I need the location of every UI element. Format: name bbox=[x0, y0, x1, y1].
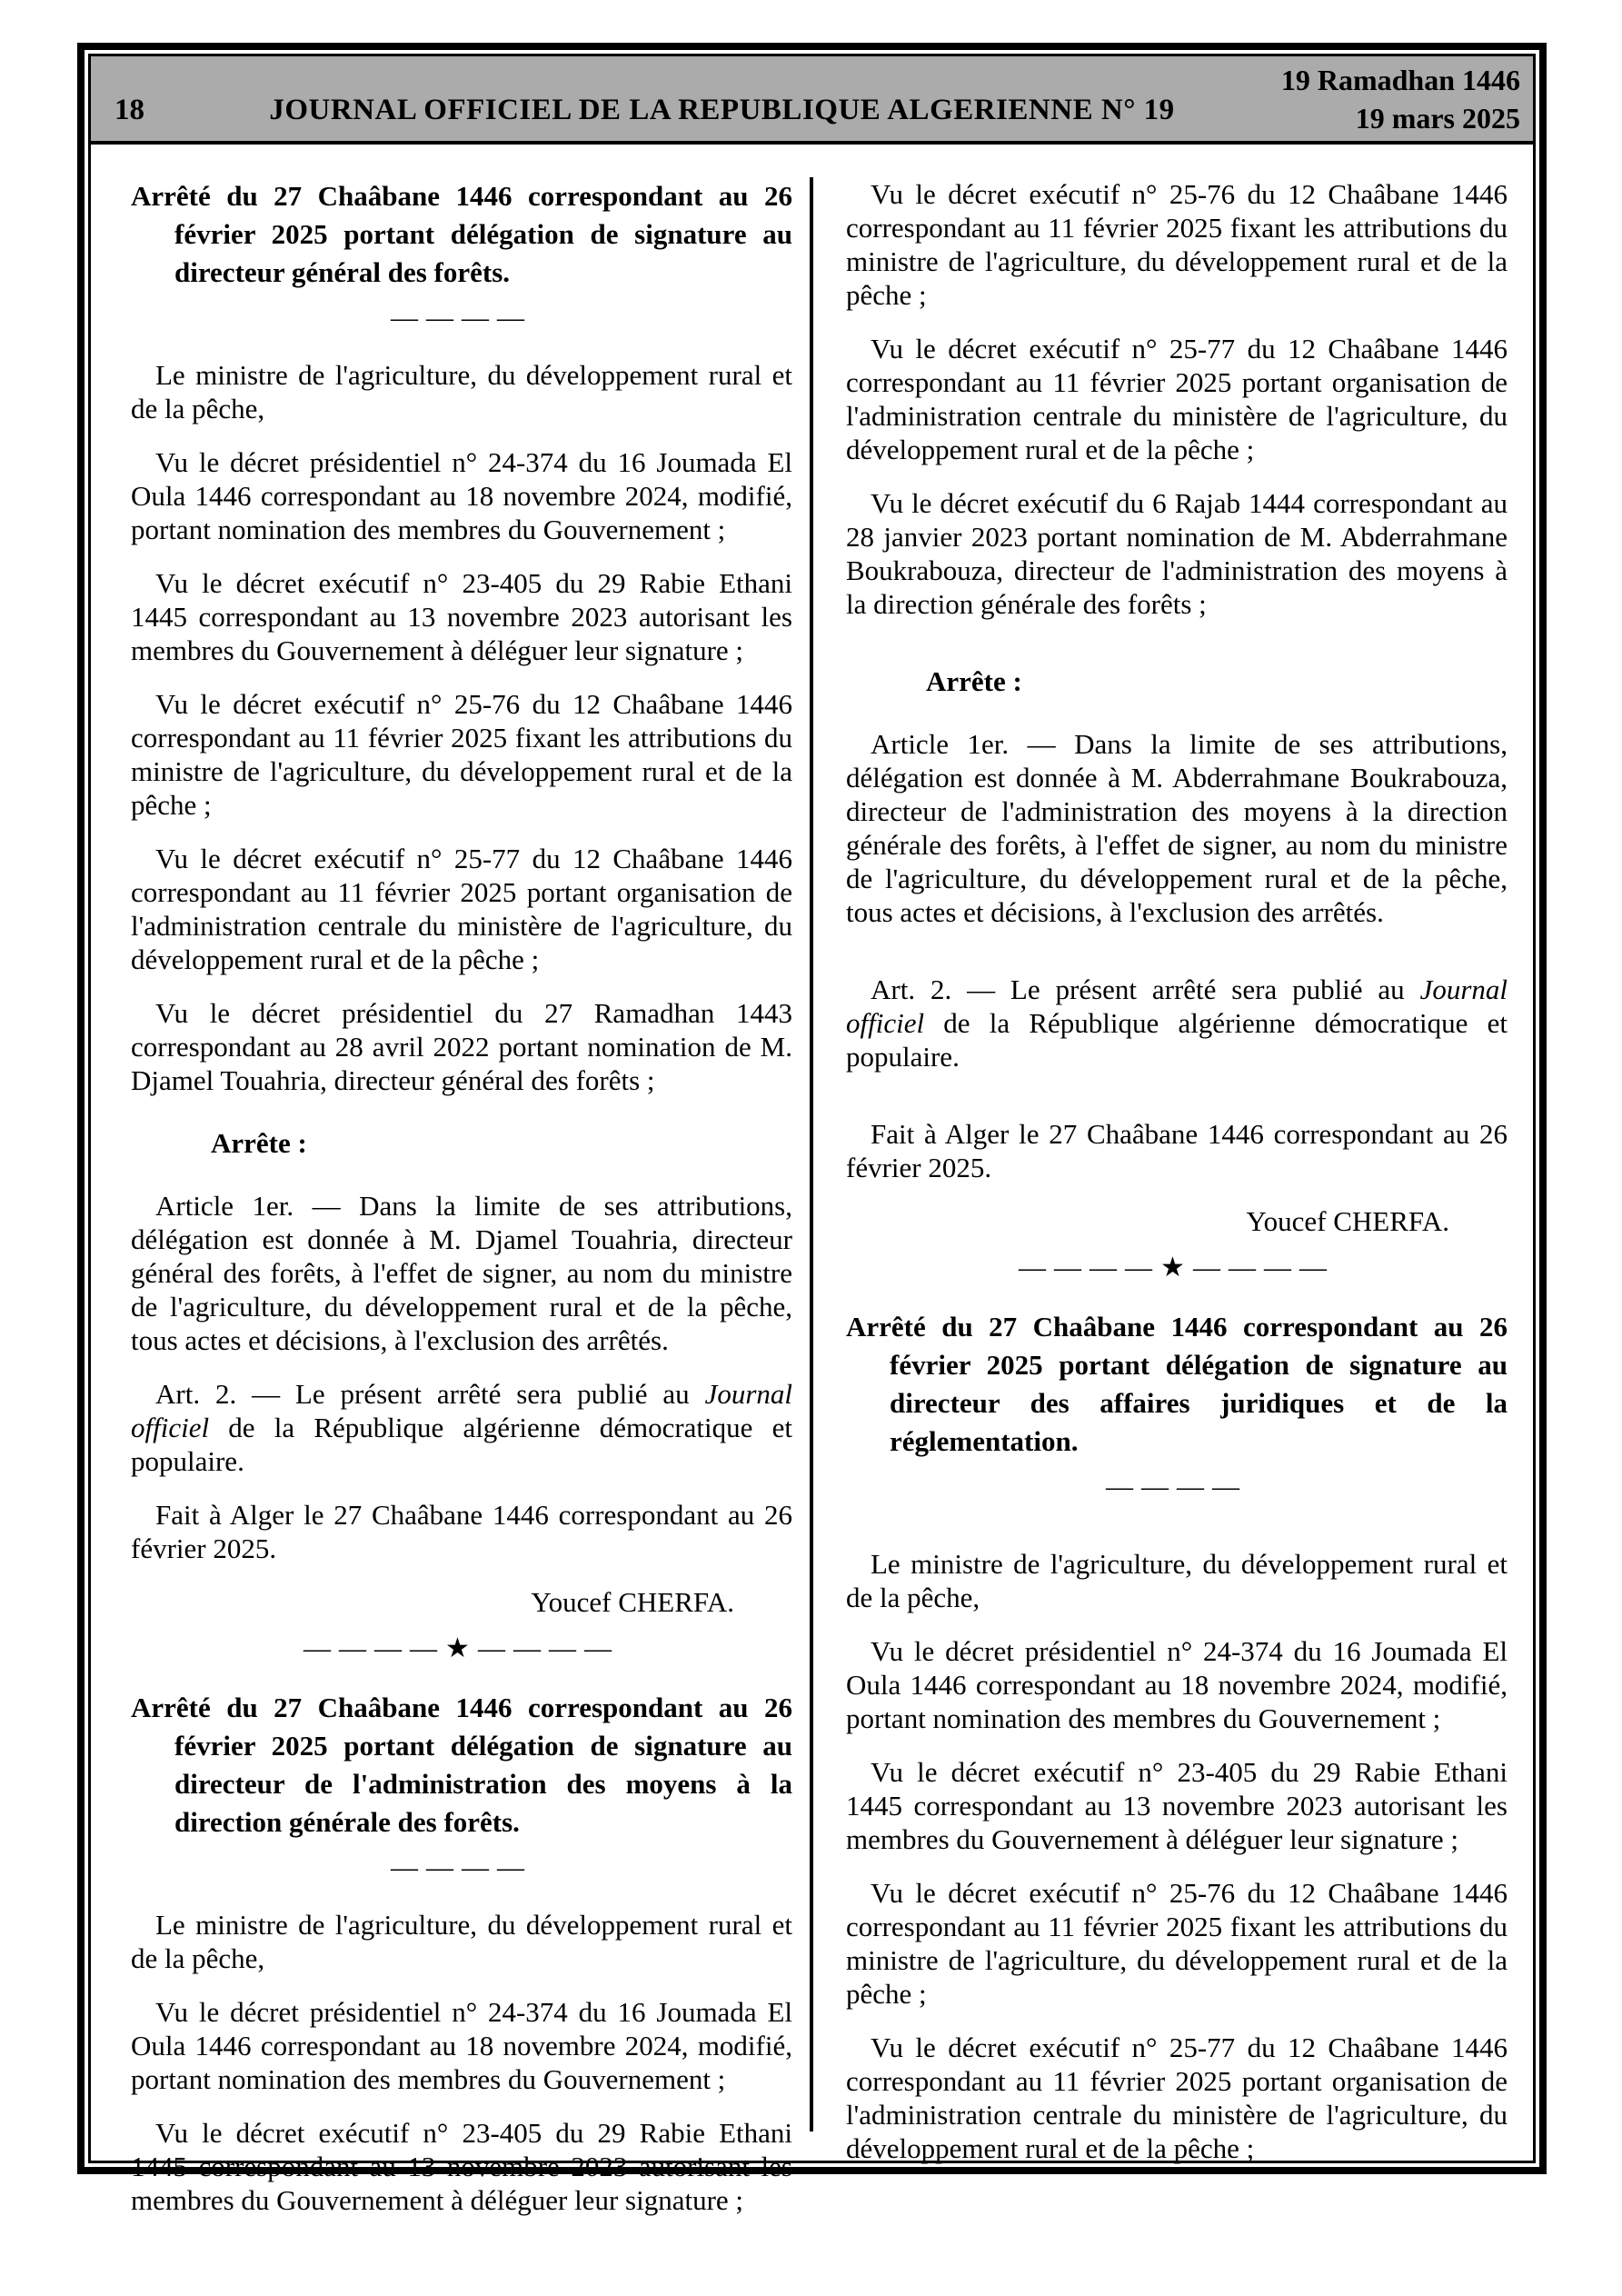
inner-frame bbox=[88, 54, 1536, 2216]
article-1: Article 1er. — Dans la limite de ses attributions, délégation est donnée à M. Abderrahmane Boukrabouza, directeur de l'administration des moyens à la direction générale des forêts, à l'effet de signer, au nom du ministre de l'agriculture, du développement rural et de la pêche, tous actes et décisions, à l'exclusion des arrêtés. bbox=[846, 728, 1508, 928]
visa-decret-executif-25-76: Vu le décret exécutif n° 25-76 du 12 Chaâbane 1446 correspondant au 11 février 2025 fixant les attributions du ministre de l'agriculture, du développement rural et de la pêche ; bbox=[846, 1877, 1508, 2010]
dash-separator: ———— bbox=[1106, 1472, 1248, 1502]
arrete-title-administration-moyens: Arrêté du 27 Chaâbane 1446 correspondant au 26 février 2025 portant délégation de signature au directeur de l'administration des moyens à la direction générale des forêts. bbox=[131, 1692, 792, 1838]
star-separator: ————★———— bbox=[1019, 1253, 1335, 1283]
column-right bbox=[846, 177, 1508, 2185]
page-frame bbox=[77, 43, 1547, 2216]
date-hijri: 19 Ramadhan 1446 bbox=[1280, 63, 1520, 96]
visa-decret-executif-25-77: Vu le décret exécutif n° 25-77 du 12 Chaâbane 1446 correspondant au 11 février 2025 portant organisation de l'administration centrale du ministère de l'agriculture, du développement rural et de la pêche ; bbox=[846, 2031, 1508, 2164]
dash-separator: ———— bbox=[391, 303, 532, 333]
fait-a-alger: Fait à Alger le 27 Chaâbane 1446 correspondant au 26 février 2025. bbox=[846, 1118, 1508, 1183]
preamble-ministre: Le ministre de l'agriculture, du développement rural et de la pêche, bbox=[131, 1909, 792, 1974]
column-divider bbox=[810, 177, 813, 2131]
page-number: 18 bbox=[114, 94, 144, 126]
arrete-label: Arrête : bbox=[926, 665, 1022, 697]
visa-decret-executif-25-77: Vu le décret exécutif n° 25-77 du 12 Chaâbane 1446 correspondant au 11 février 2025 portant organisation de l'administration centrale du ministère de l'agriculture, du développement rural et de la pêche ; bbox=[131, 843, 792, 975]
dash-separator: ———— bbox=[391, 1852, 532, 1882]
signature-cherfa: Youcef CHERFA. bbox=[531, 1586, 734, 1618]
arrete-title-forets: Arrêté du 27 Chaâbane 1446 correspondant au 26 février 2025 portant délégation de signature au directeur général des forêts. bbox=[131, 180, 792, 288]
visa-decret-presidentiel-24-374: Vu le décret présidentiel n° 24-374 du 16 Joumada El Oula 1446 correspondant au 18 novembre 2024, modifié, portant nomination des membres du Gouvernement ; bbox=[131, 1996, 792, 2095]
header-dates bbox=[1248, 61, 1520, 137]
visa-decret-executif-25-76: Vu le décret exécutif n° 25-76 du 12 Chaâbane 1446 correspondant au 11 février 2025 fixant les attributions du ministre de l'agriculture, du développement rural et de la pêche ; bbox=[846, 178, 1508, 311]
visa-decret-presidentiel-24-374: Vu le décret présidentiel n° 24-374 du 16 Joumada El Oula 1446 correspondant au 18 novembre 2024, modifié, portant nomination des membres du Gouvernement ; bbox=[846, 1635, 1508, 1734]
visa-decret-executif-23-405: Vu le décret exécutif n° 23-405 du 29 Rabie Ethani 1445 correspondant au 13 novembre 2023 autorisant les membres du Gouvernement à déléguer leur signature ; bbox=[131, 2117, 792, 2216]
journal-title: JOURNAL OFFICIEL DE LA REPUBLIQUE ALGERIENNE N° 19 bbox=[269, 94, 1175, 126]
arrete-label: Arrête : bbox=[211, 1127, 307, 1159]
visa-decret-presidentiel-24-374: Vu le décret présidentiel n° 24-374 du 16 Joumada El Oula 1446 correspondant au 18 novembre 2024, modifié, portant nomination des membres du Gouvernement ; bbox=[131, 446, 792, 545]
visa-decret-executif-25-77: Vu le décret exécutif n° 25-77 du 12 Chaâbane 1446 correspondant au 11 février 2025 portant organisation de l'administration centrale du ministère de l'agriculture, du développement rural et de la pêche ; bbox=[846, 333, 1508, 465]
visa-decret-executif-boukrabouza: Vu le décret exécutif du 6 Rajab 1444 correspondant au 28 janvier 2023 portant nomination de M. Abderrahmane Boukrabouza, directeur de l'administration des moyens à la direction générale des forêts ; bbox=[846, 487, 1508, 620]
visa-decret-executif-23-405: Vu le décret exécutif n° 23-405 du 29 Rabie Ethani 1445 correspondant au 13 novembre 2023 autorisant les membres du Gouvernement à déléguer leur signature ; bbox=[131, 567, 792, 666]
preamble-ministre: Le ministre de l'agriculture, du développement rural et de la pêche, bbox=[131, 359, 792, 424]
visa-decret-executif-23-405: Vu le décret exécutif n° 23-405 du 29 Rabie Ethani 1445 correspondant au 13 novembre 2023 autorisant les membres du Gouvernement à déléguer leur signature ; bbox=[846, 1756, 1508, 1855]
date-gregorian: 19 mars 2025 bbox=[1355, 101, 1520, 135]
star-separator: ————★———— bbox=[304, 1633, 620, 1663]
signature-cherfa: Youcef CHERFA. bbox=[1246, 1205, 1449, 1237]
article-2: Art. 2. — Le présent arrêté sera publié au Journal officiel de la République algérienne démocratique et populaire. bbox=[846, 973, 1508, 1073]
page-content bbox=[91, 145, 1533, 2237]
visa-decret-executif-25-76: Vu le décret exécutif n° 25-76 du 12 Chaâbane 1446 correspondant au 11 février 2025 fixant les attributions du ministre de l'agriculture, du développement rural et de la pêche ; bbox=[131, 688, 792, 821]
preamble-ministre: Le ministre de l'agriculture, du développement rural et de la pêche, bbox=[846, 1548, 1508, 1613]
column-left bbox=[131, 177, 792, 2237]
visa-decret-presidentiel-touahria: Vu le décret présidentiel du 27 Ramadhan 1443 correspondant au 28 avril 2022 portant nomination de M. Djamel Touahria, directeur général des forêts ; bbox=[131, 997, 792, 1096]
arrete-title-affaires-juridiques: Arrêté du 27 Chaâbane 1446 correspondant au 26 février 2025 portant délégation de signature au directeur des affaires juridiques et de la réglementation. bbox=[846, 1311, 1508, 1457]
fait-a-alger: Fait à Alger le 27 Chaâbane 1446 correspondant au 26 février 2025. bbox=[131, 1499, 792, 1564]
article-2: Art. 2. — Le présent arrêté sera publié au Journal officiel de la République algérienne démocratique et populaire. bbox=[131, 1378, 792, 1477]
journal-header bbox=[91, 56, 1533, 145]
article-1: Article 1er. — Dans la limite de ses attributions, délégation est donnée à M. Djamel Touahria, directeur général des forêts, à l'effet de signer, au nom du ministre de l'agriculture, du développement rural et de la pêche, tous actes et décisions, à l'exclusion des arrêtés. bbox=[131, 1190, 792, 1356]
